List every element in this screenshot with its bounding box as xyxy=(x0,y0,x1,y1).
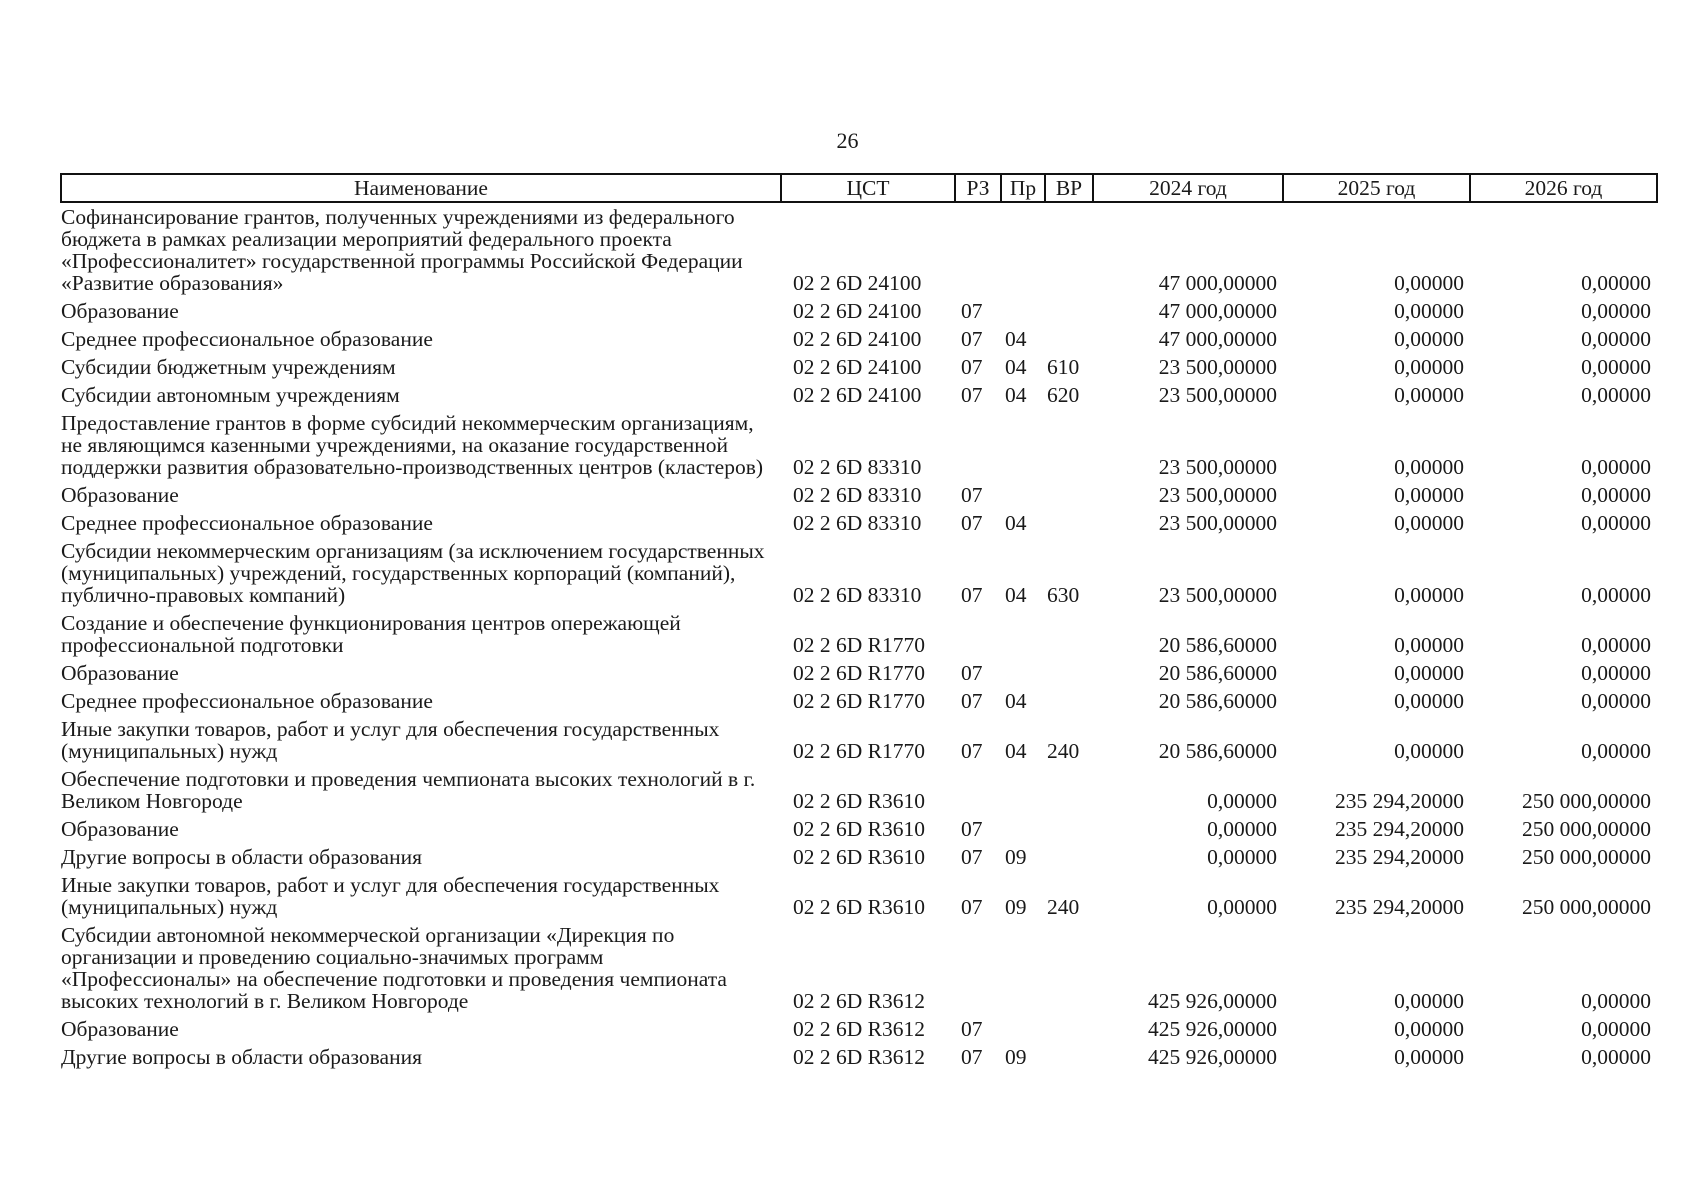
cell-vr xyxy=(1045,202,1093,297)
cell-pr xyxy=(1001,481,1045,509)
cell-2025: 0,00000 xyxy=(1394,383,1464,407)
cell-vr xyxy=(1045,1043,1093,1071)
cell-name: Субсидии бюджетным учреждениям xyxy=(61,355,396,379)
cell-2024: 20 586,60000 xyxy=(1158,661,1277,685)
cell-pr: 09 xyxy=(1005,845,1027,869)
cell-name: Образование xyxy=(61,299,179,323)
header-row xyxy=(61,174,1657,202)
cell-2025: 0,00000 xyxy=(1394,739,1464,763)
cell-rz: 07 xyxy=(961,1017,983,1041)
cell-name: Другие вопросы в области образования xyxy=(61,845,422,869)
cell-2024: 23 500,00000 xyxy=(1158,483,1277,507)
cell-cst: 02 2 6D R3610 xyxy=(793,895,925,919)
cell-rz: 07 xyxy=(961,383,983,407)
cell-vr xyxy=(1045,325,1093,353)
cell-2026: 0,00000 xyxy=(1581,1045,1651,1069)
cell-2024: 0,00000 xyxy=(1207,895,1277,919)
cell-2024: 0,00000 xyxy=(1207,817,1277,841)
cell-vr: 620 xyxy=(1047,383,1080,407)
cell-2024: 23 500,00000 xyxy=(1158,583,1277,607)
cell-rz xyxy=(955,409,1001,481)
cell-2024: 425 926,00000 xyxy=(1148,989,1277,1013)
cell-name: Субсидии автономным учреждениям xyxy=(61,383,400,407)
table-row xyxy=(61,202,1657,297)
cell-2026: 0,00000 xyxy=(1581,483,1651,507)
cell-vr: 610 xyxy=(1047,355,1080,379)
cell-2026: 0,00000 xyxy=(1581,633,1651,657)
cell-rz: 07 xyxy=(961,739,983,763)
cell-vr xyxy=(1045,687,1093,715)
cell-2026: 0,00000 xyxy=(1581,739,1651,763)
cell-2024: 425 926,00000 xyxy=(1148,1045,1277,1069)
cell-pr: 04 xyxy=(1005,355,1027,379)
table-row xyxy=(61,325,1657,353)
cell-rz: 07 xyxy=(961,483,983,507)
cell-name: Образование xyxy=(61,1017,179,1041)
cell-2024: 23 500,00000 xyxy=(1158,383,1277,407)
cell-pr xyxy=(1001,765,1045,815)
cell-vr xyxy=(1045,843,1093,871)
cell-2024: 23 500,00000 xyxy=(1158,511,1277,535)
cell-2026: 250 000,00000 xyxy=(1522,817,1651,841)
cell-rz: 07 xyxy=(961,661,983,685)
cell-vr xyxy=(1045,481,1093,509)
cell-2024: 20 586,60000 xyxy=(1158,633,1277,657)
table-row xyxy=(61,537,1657,609)
cell-2026: 0,00000 xyxy=(1581,455,1651,479)
cell-name: Образование xyxy=(61,661,179,685)
table-row xyxy=(61,509,1657,537)
cell-2025: 235 294,20000 xyxy=(1335,817,1464,841)
cell-2024: 47 000,00000 xyxy=(1158,327,1277,351)
cell-cst: 02 2 6D 24100 xyxy=(793,299,922,323)
cell-pr xyxy=(1001,297,1045,325)
table-row xyxy=(61,843,1657,871)
page-number: 26 xyxy=(836,128,859,153)
cell-cst: 02 2 6D R3610 xyxy=(793,789,925,813)
cell-2025: 0,00000 xyxy=(1394,661,1464,685)
cell-2026: 0,00000 xyxy=(1581,327,1651,351)
cell-2025: 0,00000 xyxy=(1394,583,1464,607)
table-header xyxy=(61,174,1657,202)
cell-2024: 23 500,00000 xyxy=(1158,455,1277,479)
cell-2026: 0,00000 xyxy=(1581,989,1651,1013)
table-row xyxy=(61,297,1657,325)
cell-name: Субсидии автономной некоммерческой организации «Дирекция по организации и проведению социально-значимых программ «Профессионалы» на обеспечение подготовки и проведения чемпионата высоких технологий в г. Великом Новгороде xyxy=(61,923,727,1013)
cell-name: Обеспечение подготовки и проведения чемпионата высоких технологий в г. Великом Новгороде xyxy=(61,767,756,813)
budget-table xyxy=(60,173,1658,1071)
cell-rz: 07 xyxy=(961,689,983,713)
cell-rz xyxy=(955,202,1001,297)
cell-name: Иные закупки товаров, работ и услуг для обеспечения государственных (муниципальных) нужд xyxy=(61,717,720,763)
table-row xyxy=(61,687,1657,715)
cell-cst: 02 2 6D 24100 xyxy=(793,271,922,295)
table-row xyxy=(61,659,1657,687)
cell-cst: 02 2 6D 83310 xyxy=(793,583,922,607)
cell-2025: 0,00000 xyxy=(1394,455,1464,479)
cell-rz xyxy=(955,921,1001,1015)
cell-2025: 0,00000 xyxy=(1394,1045,1464,1069)
table-row xyxy=(61,481,1657,509)
cell-pr: 04 xyxy=(1005,511,1027,535)
cell-pr xyxy=(1001,409,1045,481)
cell-vr xyxy=(1045,765,1093,815)
table-row xyxy=(61,381,1657,409)
cell-name: Создание и обеспечение функционирования центров опережающей профессиональной подготовки xyxy=(61,611,681,657)
header-2025: 2025 год xyxy=(1283,174,1470,202)
cell-vr: 240 xyxy=(1047,739,1080,763)
cell-2025: 0,00000 xyxy=(1394,989,1464,1013)
cell-2024: 0,00000 xyxy=(1207,845,1277,869)
cell-2026: 250 000,00000 xyxy=(1522,845,1651,869)
header-name: Наименование xyxy=(61,174,781,202)
table-row xyxy=(61,815,1657,843)
table-row xyxy=(61,871,1657,921)
cell-rz: 07 xyxy=(961,895,983,919)
cell-rz xyxy=(955,765,1001,815)
cell-vr: 240 xyxy=(1047,895,1080,919)
cell-pr: 04 xyxy=(1005,327,1027,351)
table-body xyxy=(61,202,1657,1071)
cell-2024: 47 000,00000 xyxy=(1158,271,1277,295)
cell-2026: 250 000,00000 xyxy=(1522,895,1651,919)
cell-vr: 630 xyxy=(1047,583,1080,607)
cell-name: Иные закупки товаров, работ и услуг для обеспечения государственных (муниципальных) нужд xyxy=(61,873,720,919)
cell-name: Образование xyxy=(61,483,179,507)
cell-vr xyxy=(1045,815,1093,843)
cell-2025: 235 294,20000 xyxy=(1335,895,1464,919)
cell-rz: 07 xyxy=(961,327,983,351)
cell-cst: 02 2 6D 24100 xyxy=(793,383,922,407)
cell-2024: 47 000,00000 xyxy=(1158,299,1277,323)
table-row xyxy=(61,409,1657,481)
cell-2026: 0,00000 xyxy=(1581,583,1651,607)
table-row xyxy=(61,353,1657,381)
cell-rz: 07 xyxy=(961,845,983,869)
header-pr: Пр xyxy=(1001,174,1045,202)
cell-2026: 0,00000 xyxy=(1581,383,1651,407)
table-row xyxy=(61,609,1657,659)
cell-2024: 20 586,60000 xyxy=(1158,739,1277,763)
cell-rz: 07 xyxy=(961,583,983,607)
header-2024: 2024 год xyxy=(1093,174,1283,202)
cell-2025: 0,00000 xyxy=(1394,633,1464,657)
cell-rz: 07 xyxy=(961,355,983,379)
cell-2026: 0,00000 xyxy=(1581,689,1651,713)
cell-name: Другие вопросы в области образования xyxy=(61,1045,422,1069)
cell-2025: 0,00000 xyxy=(1394,299,1464,323)
cell-name: Софинансирование грантов, полученных учреждениями из федерального бюджета в рамках реализации мероприятий федерального проекта «Профессионалитет» государственной программы Российской Федерации «Развитие образования» xyxy=(61,205,743,295)
header-rz: РЗ xyxy=(955,174,1001,202)
cell-name: Субсидии некоммерческим организациям (за исключением государственных (муниципальных) учреждений, государственных корпораций (компаний), публично-правовых компаний) xyxy=(61,539,765,607)
cell-2026: 0,00000 xyxy=(1581,511,1651,535)
table-row xyxy=(61,765,1657,815)
cell-pr xyxy=(1001,202,1045,297)
cell-pr xyxy=(1001,659,1045,687)
cell-pr: 04 xyxy=(1005,583,1027,607)
cell-vr xyxy=(1045,659,1093,687)
header-cst: ЦСТ xyxy=(781,174,955,202)
cell-cst: 02 2 6D R3612 xyxy=(793,989,925,1013)
cell-2025: 235 294,20000 xyxy=(1335,789,1464,813)
cell-2025: 0,00000 xyxy=(1394,1017,1464,1041)
cell-cst: 02 2 6D R1770 xyxy=(793,689,925,713)
table-row xyxy=(61,1043,1657,1071)
cell-rz: 07 xyxy=(961,817,983,841)
table-row xyxy=(61,921,1657,1015)
cell-name: Среднее профессиональное образование xyxy=(61,511,433,535)
cell-cst: 02 2 6D 24100 xyxy=(793,355,922,379)
cell-cst: 02 2 6D R3612 xyxy=(793,1017,925,1041)
cell-cst: 02 2 6D R1770 xyxy=(793,661,925,685)
cell-pr: 04 xyxy=(1005,739,1027,763)
cell-2026: 0,00000 xyxy=(1581,299,1651,323)
cell-2024: 0,00000 xyxy=(1207,789,1277,813)
cell-pr: 09 xyxy=(1005,895,1027,919)
cell-2026: 0,00000 xyxy=(1581,661,1651,685)
cell-vr xyxy=(1045,1015,1093,1043)
cell-vr xyxy=(1045,409,1093,481)
cell-pr: 04 xyxy=(1005,383,1027,407)
cell-2026: 0,00000 xyxy=(1581,355,1651,379)
cell-cst: 02 2 6D R3610 xyxy=(793,817,925,841)
cell-rz: 07 xyxy=(961,1045,983,1069)
cell-2024: 23 500,00000 xyxy=(1158,355,1277,379)
cell-vr xyxy=(1045,609,1093,659)
header-vr: ВР xyxy=(1045,174,1093,202)
cell-2025: 0,00000 xyxy=(1394,327,1464,351)
cell-vr xyxy=(1045,297,1093,325)
cell-2024: 20 586,60000 xyxy=(1158,689,1277,713)
cell-rz: 07 xyxy=(961,511,983,535)
cell-2026: 0,00000 xyxy=(1581,1017,1651,1041)
cell-name: Образование xyxy=(61,817,179,841)
cell-2025: 235 294,20000 xyxy=(1335,845,1464,869)
cell-cst: 02 2 6D 24100 xyxy=(793,327,922,351)
cell-pr: 09 xyxy=(1005,1045,1027,1069)
cell-pr xyxy=(1001,815,1045,843)
cell-vr xyxy=(1045,509,1093,537)
cell-pr xyxy=(1001,1015,1045,1043)
cell-2024: 425 926,00000 xyxy=(1148,1017,1277,1041)
cell-2026: 0,00000 xyxy=(1581,271,1651,295)
cell-cst: 02 2 6D R3612 xyxy=(793,1045,925,1069)
cell-2025: 0,00000 xyxy=(1394,483,1464,507)
cell-pr: 04 xyxy=(1005,689,1027,713)
cell-cst: 02 2 6D 83310 xyxy=(793,483,922,507)
cell-pr xyxy=(1001,921,1045,1015)
cell-cst: 02 2 6D 83310 xyxy=(793,455,922,479)
cell-name: Среднее профессиональное образование xyxy=(61,327,433,351)
cell-2025: 0,00000 xyxy=(1394,271,1464,295)
table-row xyxy=(61,1015,1657,1043)
cell-pr xyxy=(1001,609,1045,659)
cell-2026: 250 000,00000 xyxy=(1522,789,1651,813)
header-2026: 2026 год xyxy=(1470,174,1657,202)
cell-2025: 0,00000 xyxy=(1394,689,1464,713)
cell-cst: 02 2 6D R1770 xyxy=(793,633,925,657)
cell-name: Среднее профессиональное образование xyxy=(61,689,433,713)
cell-rz: 07 xyxy=(961,299,983,323)
cell-cst: 02 2 6D 83310 xyxy=(793,511,922,535)
cell-2025: 0,00000 xyxy=(1394,511,1464,535)
cell-2025: 0,00000 xyxy=(1394,355,1464,379)
cell-cst: 02 2 6D R1770 xyxy=(793,739,925,763)
cell-cst: 02 2 6D R3610 xyxy=(793,845,925,869)
cell-vr xyxy=(1045,921,1093,1015)
cell-name: Предоставление грантов в форме субсидий некоммерческим организациям, не являющимся казенными учреждениями, на оказание государственной поддержки развития образовательно-производственных центров (кластеров) xyxy=(61,411,764,479)
cell-rz xyxy=(955,609,1001,659)
table-row xyxy=(61,715,1657,765)
